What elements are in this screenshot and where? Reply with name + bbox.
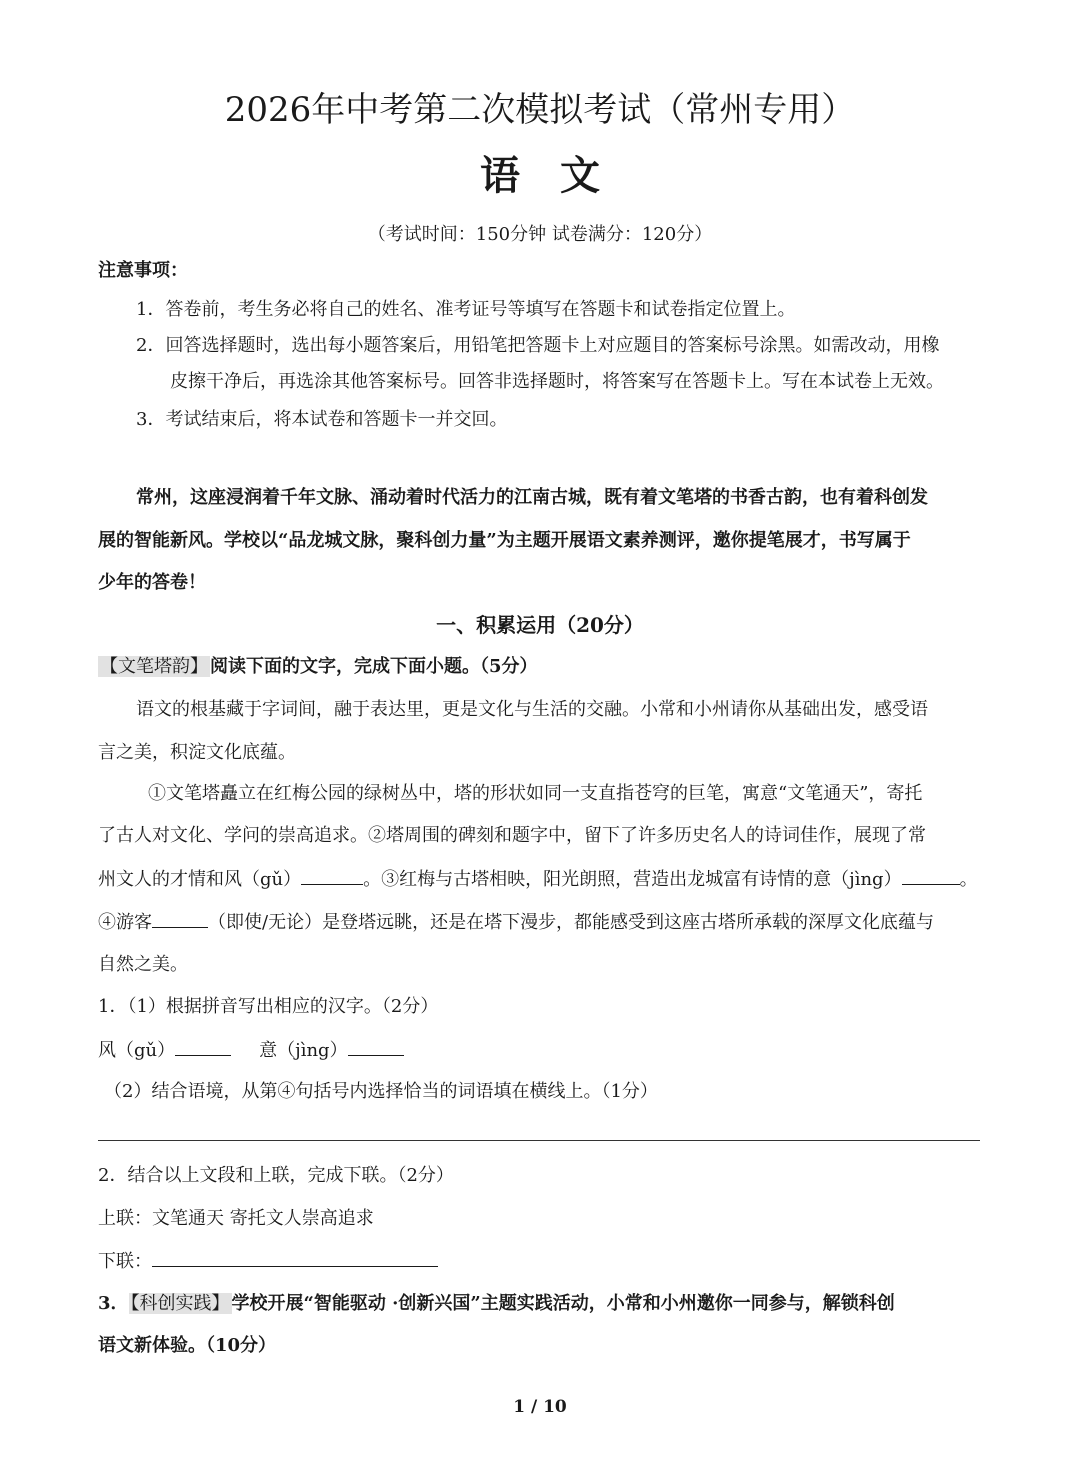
para2-line-5: 自然之美。 bbox=[98, 954, 188, 975]
q3-line-2: 语文新体验。（10分） bbox=[98, 1335, 277, 1356]
q3-line-1 bbox=[98, 1291, 895, 1317]
q1-blank-a[interactable] bbox=[175, 1037, 231, 1056]
q2-lower-blank[interactable] bbox=[152, 1248, 438, 1267]
section-instruction bbox=[98, 654, 538, 680]
intro-line-3: 少年的答卷！ bbox=[98, 572, 206, 593]
q3-tag: 【科创实践】 bbox=[130, 1293, 230, 1314]
para2-line-3-part-c: 。 bbox=[959, 869, 978, 890]
q1-part-2: （2）结合语境，从第④句括号内选择恰当的词语填在横线上。（1分） bbox=[104, 1081, 658, 1102]
notes-title: 注意事项： bbox=[98, 260, 188, 281]
subject-title: 语文 bbox=[480, 152, 640, 199]
intro-line-1: 常州，这座浸润着千年文脉、涌动着时代活力的江南古城，既有着文笔塔的书香古韵，也有着科创发 bbox=[136, 487, 928, 508]
q2-upper-couplet: 上联：文笔通天 寄托文人崇高追求 bbox=[98, 1208, 374, 1229]
q1-item-a: 风（gǔ） bbox=[98, 1040, 176, 1061]
intro-line-2: 展的智能新风。学校以“品龙城文脉，聚科创力量”为主题开展语文素养测评，邀你提笔展才，书写属于 bbox=[98, 530, 911, 551]
answer-line[interactable] bbox=[98, 1140, 980, 1141]
para2-line-2: 了古人对文化、学问的崇高追求。②塔周围的碑刻和题字中，留下了许多历史名人的诗词佳作，展现了常 bbox=[98, 825, 926, 846]
q2-lower-label: 下联： bbox=[98, 1251, 152, 1272]
para1-line-2: 言之美，积淀文化底蕴。 bbox=[98, 742, 296, 763]
section-tag: 【文笔塔韵】 bbox=[100, 656, 208, 677]
q1-blank-b[interactable] bbox=[348, 1037, 404, 1056]
q1-items bbox=[98, 1037, 404, 1064]
instruction-text: 阅读下面的文字，完成下面小题。（5分） bbox=[210, 656, 538, 677]
para2-line-4-part-b: （即使/无论）是登塔远眺，还是在塔下漫步，都能感受到这座古塔所承载的深厚文化底蕴与 bbox=[208, 912, 935, 933]
para2-line-1: ①文笔塔矗立在红梅公园的绿树丛中，塔的形状如同一支直指苍穹的巨笔，寓意“文笔通天”，寄托 bbox=[148, 783, 923, 804]
q2-stem: 2．结合以上文段和上联，完成下联。（2分） bbox=[98, 1165, 454, 1186]
exam-title: 2026年中考第二次模拟考试（常州专用） bbox=[224, 90, 856, 130]
para2-line-4-part-a: ④游客 bbox=[98, 912, 152, 933]
para2-line-3-part-b: 。③红梅与古塔相映，阳光朗照，营造出龙城富有诗情的意（jìng） bbox=[363, 869, 902, 890]
para2-line-3 bbox=[98, 866, 978, 893]
blank-gu[interactable] bbox=[301, 866, 363, 885]
q1-item-b: 意（jìng） bbox=[259, 1040, 348, 1061]
q3-line-1-text: 学校开展“智能驱动 ·创新兴国”主题实践活动，小常和小州邀你一同参与，解锁科创 bbox=[231, 1293, 895, 1314]
section-title: 一、积累运用（20分） bbox=[436, 613, 644, 637]
q1-stem: 1．（1）根据拼音写出相应的汉字。（2分） bbox=[98, 996, 439, 1017]
note-item-2-line-1: 2．回答选择题时，选出每小题答案后，用铅笔把答题卡上对应题目的答案标号涂黑。如需改动，用橡 bbox=[136, 335, 940, 356]
q3-number: 3． bbox=[98, 1293, 129, 1314]
note-item-1: 1．答卷前，考生务必将自己的姓名、准考证号等填写在答题卡和试卷指定位置上。 bbox=[136, 299, 796, 320]
note-item-3: 3．考试结束后，将本试卷和答题卡一并交回。 bbox=[136, 409, 508, 430]
para2-line-4 bbox=[98, 909, 934, 936]
para1-line-1: 语文的根基藏于字词间，融于表达里，更是文化与生活的交融。小常和小州请你从基础出发，感受语 bbox=[136, 699, 928, 720]
exam-info: （考试时间：150分钟 试卷满分：120分） bbox=[367, 224, 713, 245]
note-item-2-line-2: 皮擦干净后，再选涂其他答案标号。回答非选择题时，将答案写在答题卡上。写在本试卷上无效。 bbox=[170, 371, 944, 392]
q2-lower-couplet bbox=[98, 1248, 438, 1275]
page-number: 1 / 10 bbox=[513, 1397, 567, 1417]
para2-line-3-part-a: 州文人的才情和风（gǔ） bbox=[98, 869, 302, 890]
blank-jing[interactable] bbox=[902, 866, 960, 885]
blank-conjunction[interactable] bbox=[152, 909, 208, 928]
